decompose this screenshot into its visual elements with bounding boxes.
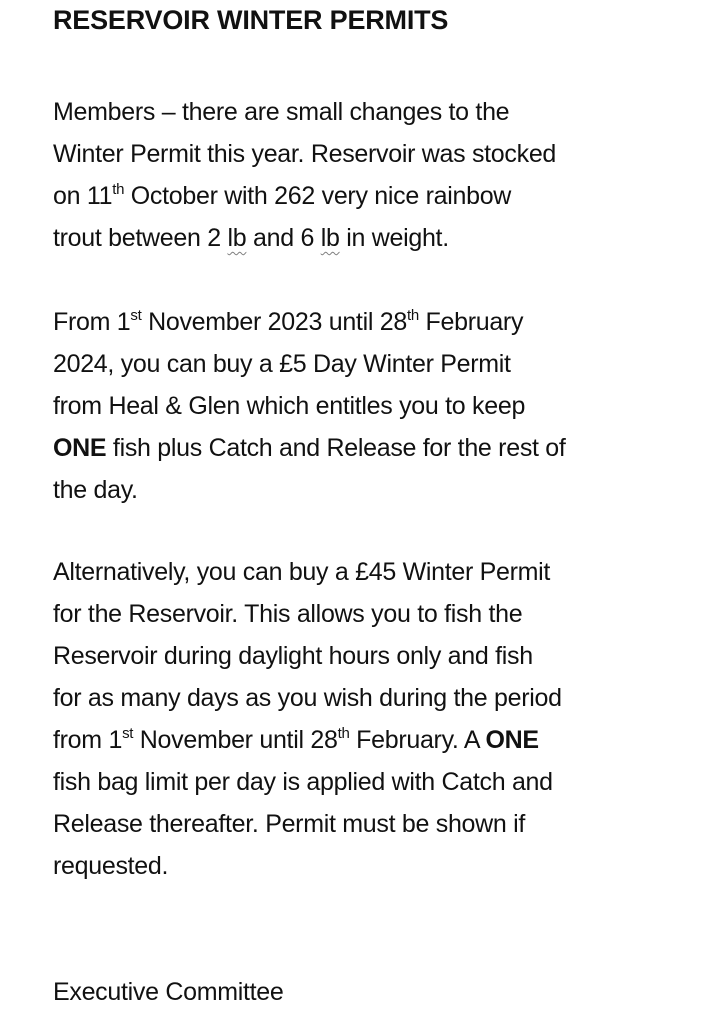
paragraph-day-permit (53, 301, 703, 511)
spellcheck-word: lb (227, 224, 247, 252)
emphasis-one: ONE (53, 434, 107, 462)
text-line (53, 635, 703, 677)
text-run: October with 262 very nice rainbow (124, 182, 512, 210)
text-line (53, 719, 703, 761)
emphasis-one: ONE (485, 726, 539, 754)
signature (53, 971, 703, 1013)
text-line (53, 133, 703, 175)
ordinal-suffix: st (130, 307, 142, 324)
text-line (53, 385, 703, 427)
text-run: 2024, you can buy a £5 Day Winter Permit (53, 350, 511, 378)
text-run: trout between 2 (53, 224, 228, 252)
text-run: Members – there are small changes to the (53, 98, 510, 126)
text-run: the day. (53, 476, 138, 504)
text-run: requested. (53, 852, 169, 880)
text-run: From 1 (53, 308, 131, 336)
text-line (53, 217, 703, 259)
text-line (53, 761, 703, 803)
text-line (53, 91, 703, 133)
text-run: for the Reservoir. This allows you to fish the (53, 600, 523, 628)
ordinal-suffix: th (406, 307, 419, 324)
ordinal-suffix: th (337, 725, 350, 742)
text-run: fish bag limit per day is applied with Catch and (53, 768, 553, 796)
text-line (53, 845, 703, 887)
spellcheck-word: lb (320, 224, 340, 252)
document-title: RESERVOIR WINTER PERMITS (53, 5, 449, 35)
paragraph-stocking (53, 91, 703, 259)
text-run: and 6 (246, 224, 321, 252)
text-run: February (418, 308, 524, 336)
paragraph-season-permit (53, 551, 703, 887)
document-page (53, 0, 703, 1013)
text-run: for as many days as you wish during the period (53, 684, 562, 712)
text-run: November until 28 (133, 726, 338, 754)
text-run: Alternatively, you can buy a £45 Winter Permit (53, 558, 551, 586)
text-run: from Heal & Glen which entitles you to keep (53, 392, 526, 420)
signature-text: Executive Committee (53, 978, 284, 1006)
ordinal-suffix: th (112, 181, 125, 198)
text-run: Reservoir during daylight hours only and fish (53, 642, 533, 670)
text-run: Winter Permit this year. Reservoir was stocked (53, 140, 557, 168)
text-run: on 11 (53, 182, 113, 210)
text-line (53, 971, 703, 1013)
text-run: February. A (349, 726, 486, 754)
text-line (53, 343, 703, 385)
text-line (53, 593, 703, 635)
text-line (53, 469, 703, 511)
text-run: fish plus Catch and Release for the rest of (106, 434, 566, 462)
text-run: Release thereafter. Permit must be shown if (53, 810, 526, 838)
ordinal-suffix: st (122, 725, 134, 742)
text-line (53, 301, 703, 343)
text-run: November 2023 until 28 (141, 308, 407, 336)
text-line (53, 175, 703, 217)
text-line (53, 677, 703, 719)
text-run: in weight. (339, 224, 449, 252)
text-run: from 1 (53, 726, 123, 754)
text-line (53, 803, 703, 845)
text-line (53, 551, 703, 593)
text-line (53, 427, 703, 469)
